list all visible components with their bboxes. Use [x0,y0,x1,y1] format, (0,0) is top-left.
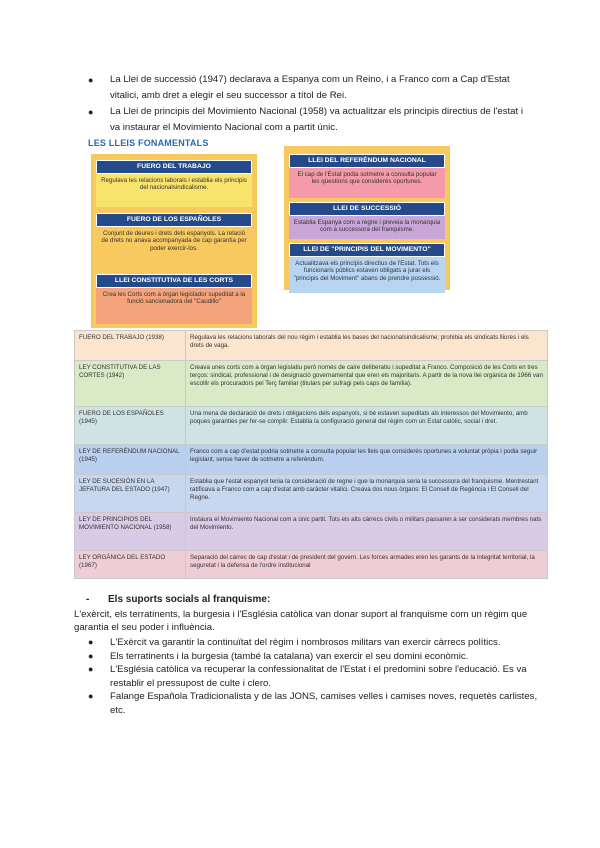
bullet-icon: ● [88,691,94,701]
law-name-cell: LEY DE PRINCIPIOS DEL MOVIMIENTO NACIONAL (1958) [75,513,186,551]
top-bullet-list [86,72,534,136]
card-head: FUERO DEL TRABAJO [96,160,252,174]
bullet-icon: ● [88,650,94,661]
law-desc-cell: Regulava les relacions laborals del nou règim i establia les bases del nacionalsindicalisme; prohibia els sindicats lliures i els drets de vaga. [186,331,548,361]
card-head: LLEI DE "PRINCIPIS DEL MOVIMENTO" [289,243,445,257]
infographic-left-panel [91,154,257,328]
table-row [75,445,548,475]
law-desc-cell: Creava unes corts com a òrgan legislatiu però només de caire deliberatiu i supeditat a Franco. Composició de les Corts en tres terços: sindical, professional i de designació governamental que eren els majoritaris. A partir de la nova llei orgànica de 1966 van escollir els procuradors pel Terç familiar (titulars per sufragi pels caps de família). [186,361,548,407]
law-desc-cell: Instaura el Movimiento Nacional com a únic partit. Tots els alts càrrecs civils o militars passaren a ser considerats membres nats del Movimiento. [186,513,548,551]
card-constitutiva-corts [96,274,252,324]
card-successio [289,202,445,239]
table-row [75,407,548,445]
bullet-text: La Llei de principis del Movimiento Nacional (1958) va actualitzar els principis directius de l'estat i va instaurar el Movimiento Nacional com a partit únic. [110,106,523,133]
list-item [86,650,546,664]
card-body: Conjunt de deures i drets dels espanyols. La relació de drets no anava acompanyada de cap garantia per poder exercir-los. [96,227,252,273]
table-row [75,513,548,551]
card-fuero-trabajo [96,160,252,207]
card-body: Actualitzava els principis directius de l'Estat. Tots els funcionaris públics estaven obligats a jurar els "principis del Moviment" abans de prendre possessió. [289,257,445,293]
list-item [86,690,546,717]
bullet-icon: ● [88,75,94,85]
law-name-cell: FUERO DEL TRABAJO (1938) [75,331,186,361]
infographic-right-panel [284,146,450,290]
table-row [75,361,548,407]
lleis-fonamentals-infographic [84,136,464,328]
card-head: LLEI CONSTITUTIVA DE LES CORTS [96,274,252,288]
law-name-cell: FUERO DE LOS ESPAÑOLES (1945) [75,407,186,445]
table-row [75,551,548,579]
bullet-text: La Llei de successió (1947) declarava a Espanya com un Reino, i a Franco com a Cap d'Estat vitalici, amb dret a elegir el seu successor a títol de Rei. [110,74,510,101]
card-head: LLEI DEL REFERÈNDUM NACIONAL [289,154,445,168]
bullet-text: L'Església catòlica va recuperar la confessionalitat de l'Estat i el predomini sobre l'educació. Es va restablir el pressupost de culte i clero. [110,664,527,689]
bullet-icon: ● [88,664,94,674]
card-body: Crea les Corts com a òrgan legislador supeditat a la funció sancionadora del "Caudillo" [96,288,252,324]
card-body: Regulava les relacions laborals i establia els principis del nacionalsindicalisme. [96,174,252,207]
section-heading [86,594,270,605]
card-fuero-espanoles [96,213,252,273]
list-item [86,72,534,104]
intro-paragraph: L'exèrcit, els terratinents, la burgesia i l'Església catòlica van donar suport al franquisme com un règim que garantia el seu poder i influència. [74,609,528,633]
list-item [86,104,534,136]
card-referendum [289,154,445,198]
dash-marker: - [86,594,90,605]
bullet-icon: ● [88,107,94,117]
bullet-icon: ● [88,637,94,647]
law-name-cell: LEY CONSTITUTIVA DE LAS CORTES (1942) [75,361,186,407]
law-desc-cell: Establia que l'estat espanyol tenia la consideració de regne i que la monarquia seria la successora del franquisme. Mentrestant ratificava a Franco com a cap d'estat amb caràcter vitalici. Creava dos nous òrgans: El Consell de Regència i El Consell del Regne. [186,475,548,513]
card-head: FUERO DE LOS ESPAÑOLES [96,213,252,227]
list-item [86,636,546,650]
list-item [86,663,546,690]
card-principis [289,243,445,293]
law-name-cell: LEY DE SUCESIÓN EN LA JEFATURA DEL ESTADO (1947) [75,475,186,513]
table-row [75,475,548,513]
card-body: El cap de l'Estat podia sotmetre a consulta popular les qüestions que considerés oportunes. [289,168,445,198]
bullet-text: L'Exèrcit va garantir la continuïtat del règim i nombrosos militars van exercir càrrecs polítics. [110,637,501,648]
support-bullet-list [86,636,546,717]
card-head: LLEI DE SUCCESSIÓ [289,202,445,216]
bullet-text: Els terratinents i la burgesia (també la catalana) van exercir el seu domini econòmic. [110,650,469,662]
infographic-title: LES LLEIS FONAMENTALS [88,138,209,148]
law-desc-cell: Separació del càrrec de cap d'estat i de president del govern. Les forces armades eren les garants de la integritat territorial, la seguretat i la defensa de l'ordre institucional [186,551,548,579]
law-name-cell: LEY DE REFERÉNDUM NACIONAL (1945) [75,445,186,475]
law-desc-cell: Franco com a cap d'estat podria sotmetre a consulta popular les lleis que considerés oportunes a voluntat pròpia i podia seguir legislant, sense haver de sotmetre a referèndum. [186,445,548,475]
law-desc-cell: Una mena de declaració de drets i obligacions dels espanyols, si bé estaven supeditats als interessos del Movimiento, amb poques garanties per fer-se complir. Establia la configuració general del règim com un Estat catòlic, social i dret. [186,407,548,445]
section-heading-text: Els suports socials al franquisme: [108,594,271,605]
table-row [75,331,548,361]
bullet-text: Falange Española Tradicionalista y de las JONS, camises velles i camises noves, requetès carlistes, etc. [110,691,538,716]
lleis-table [74,330,548,579]
law-name-cell: LEY ORGÀNICA DEL ESTADO (1967) [75,551,186,579]
card-body: Establia Espanya com a regne i preveia la monarquia com a successora del franquisme. [289,216,445,239]
